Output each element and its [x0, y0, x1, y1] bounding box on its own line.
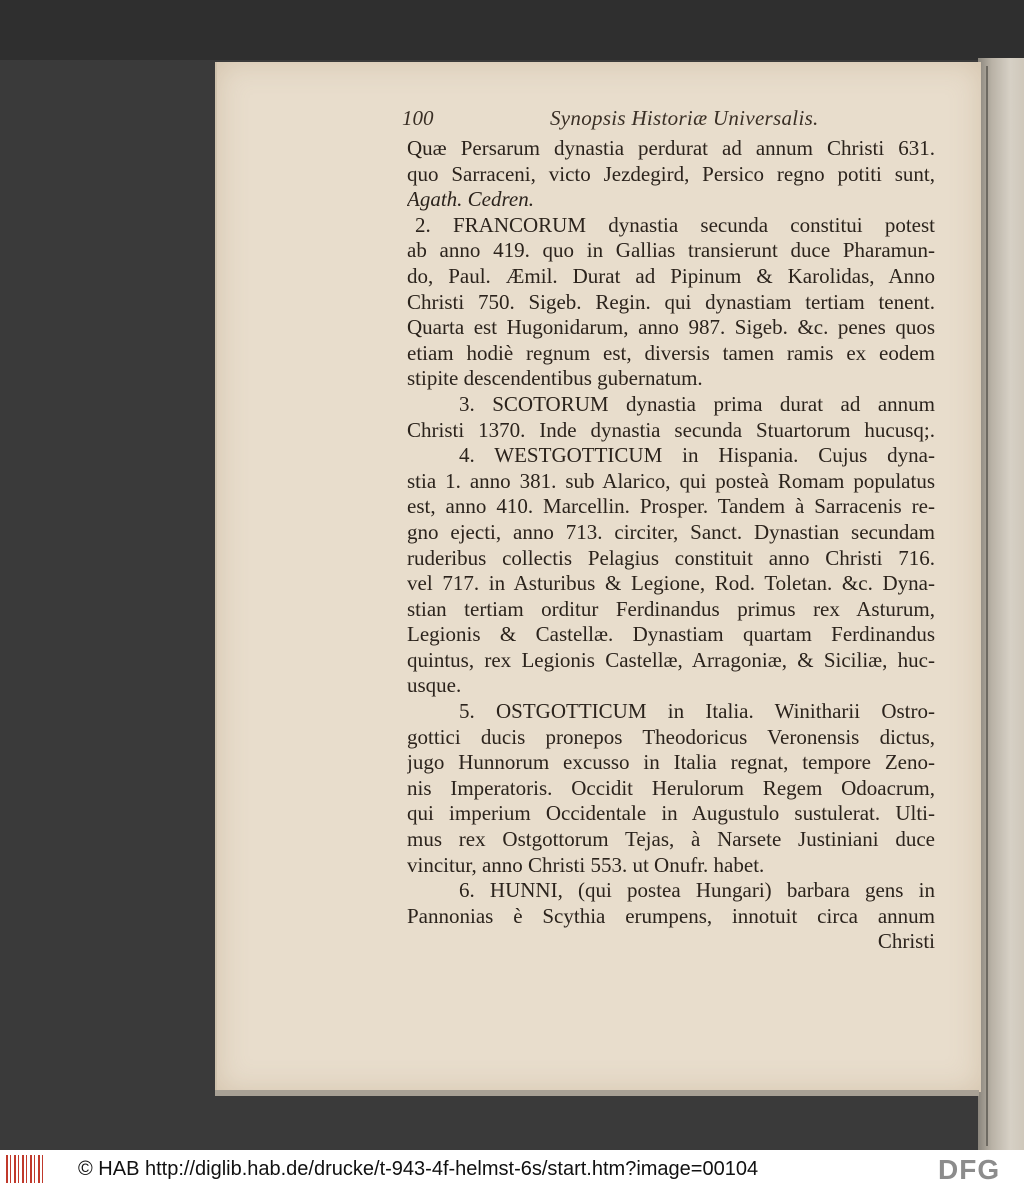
text-line: vel 717. in Asturibus & Legione, Rod. Toletan. &c. Dyna-	[407, 571, 935, 596]
page-number: 100	[402, 106, 434, 130]
text-line: quo Sarraceni, victo Jezdegird, Persico regno potiti sunt,	[407, 161, 935, 186]
text-line: 4. WESTGOTTICUM in Hispania. Cujus dyna-	[459, 443, 935, 468]
text-line: 5. OSTGOTTICUM in Italia. Winitharii Ostro-	[459, 699, 935, 724]
text-line: est, anno 410. Marcellin. Prosper. Tandem à Sarracenis re-	[407, 494, 935, 519]
text-line: stian tertiam orditur Ferdinandus primus rex Asturum,	[407, 596, 935, 621]
text-line: etiam hodiè regnum est, diversis tamen ramis ex eodem	[407, 340, 935, 365]
text-line: do, Paul. Æmil. Durat ad Pipinum & Karolidas, Anno	[407, 263, 935, 288]
text-line: vincitur, anno Christi 553. ut Onufr. habet.	[407, 852, 765, 877]
text-line: Pannonias è Scythia erumpens, innotuit circa annum	[407, 903, 935, 928]
text-line: Quarta est Hugonidarum, anno 987. Sigeb. &c. penes quos	[407, 315, 935, 340]
text-line: gottici ducis pronepos Theodoricus Veronensis dictus,	[407, 724, 935, 749]
text-line: qui imperium Occidentale in Augustulo sustulerat. Ulti-	[407, 801, 935, 826]
page-text-block	[407, 136, 935, 955]
text-line: Christi 1370. Inde dynastia secunda Stuartorum hucusq;.	[407, 417, 935, 442]
text-line: Legionis & Castellæ. Dynastiam quartam Ferdinandus	[407, 622, 935, 647]
text-line: mus rex Ostgottorum Tejas, à Narsete Justiniani duce	[407, 827, 935, 852]
text-line: quintus, rex Legionis Castellæ, Arragoniæ, & Siciliæ, huc-	[407, 647, 935, 672]
text-line: jugo Hunnorum excusso in Italia regnat, tempore Zeno-	[407, 750, 935, 775]
text-line: stia 1. anno 381. sub Alarico, qui posteà Romam populatus	[407, 468, 935, 493]
source-url-link[interactable]: © HAB http://diglib.hab.de/drucke/t-943-4f-helmst-6s/start.htm?image=00104	[78, 1158, 759, 1180]
page-header	[402, 106, 942, 138]
page-bottom-shadow	[215, 1090, 979, 1096]
text-line: Quæ Persarum dynastia perdurat ad annum Christi 631.	[407, 136, 935, 160]
text-line: ab anno 419. quo in Gallias transierunt duce Pharamun-	[407, 238, 935, 263]
text-line: stipite descendentibus gubernatum.	[407, 366, 703, 391]
running-title: Synopsis Historiæ Universalis.	[550, 106, 819, 130]
text-line: ruderibus collectis Pelagius constituit anno Christi 716.	[407, 545, 935, 570]
catchword: Christi	[877, 929, 935, 954]
text-line: Agath. Cedren.	[407, 187, 534, 212]
page-gutter-line	[986, 66, 988, 1146]
text-line: 6. HUNNI, (qui postea Hungari) barbara gens in	[459, 878, 935, 903]
text-line: 3. SCOTORUM dynastia prima durat ad annum	[459, 391, 935, 416]
text-line: 2. FRANCORUM dynastia secunda constitui potest	[415, 212, 935, 237]
text-line: gno ejecti, anno 713. circiter, Sanct. Dynastian secundam	[407, 519, 935, 544]
viewer-footer	[0, 1150, 1024, 1189]
text-line: nis Imperatoris. Occidit Herulorum Regem Odoacrum,	[407, 775, 935, 800]
text-line: Christi 750. Sigeb. Regin. qui dynastiam tertiam tenent.	[407, 289, 935, 314]
barcode-icon	[6, 1155, 46, 1183]
facing-page-edge	[978, 58, 1024, 1150]
scan-top-shadow	[0, 0, 1024, 60]
text-line: usque.	[407, 673, 462, 698]
dfg-logo: DFG	[938, 1154, 1001, 1185]
